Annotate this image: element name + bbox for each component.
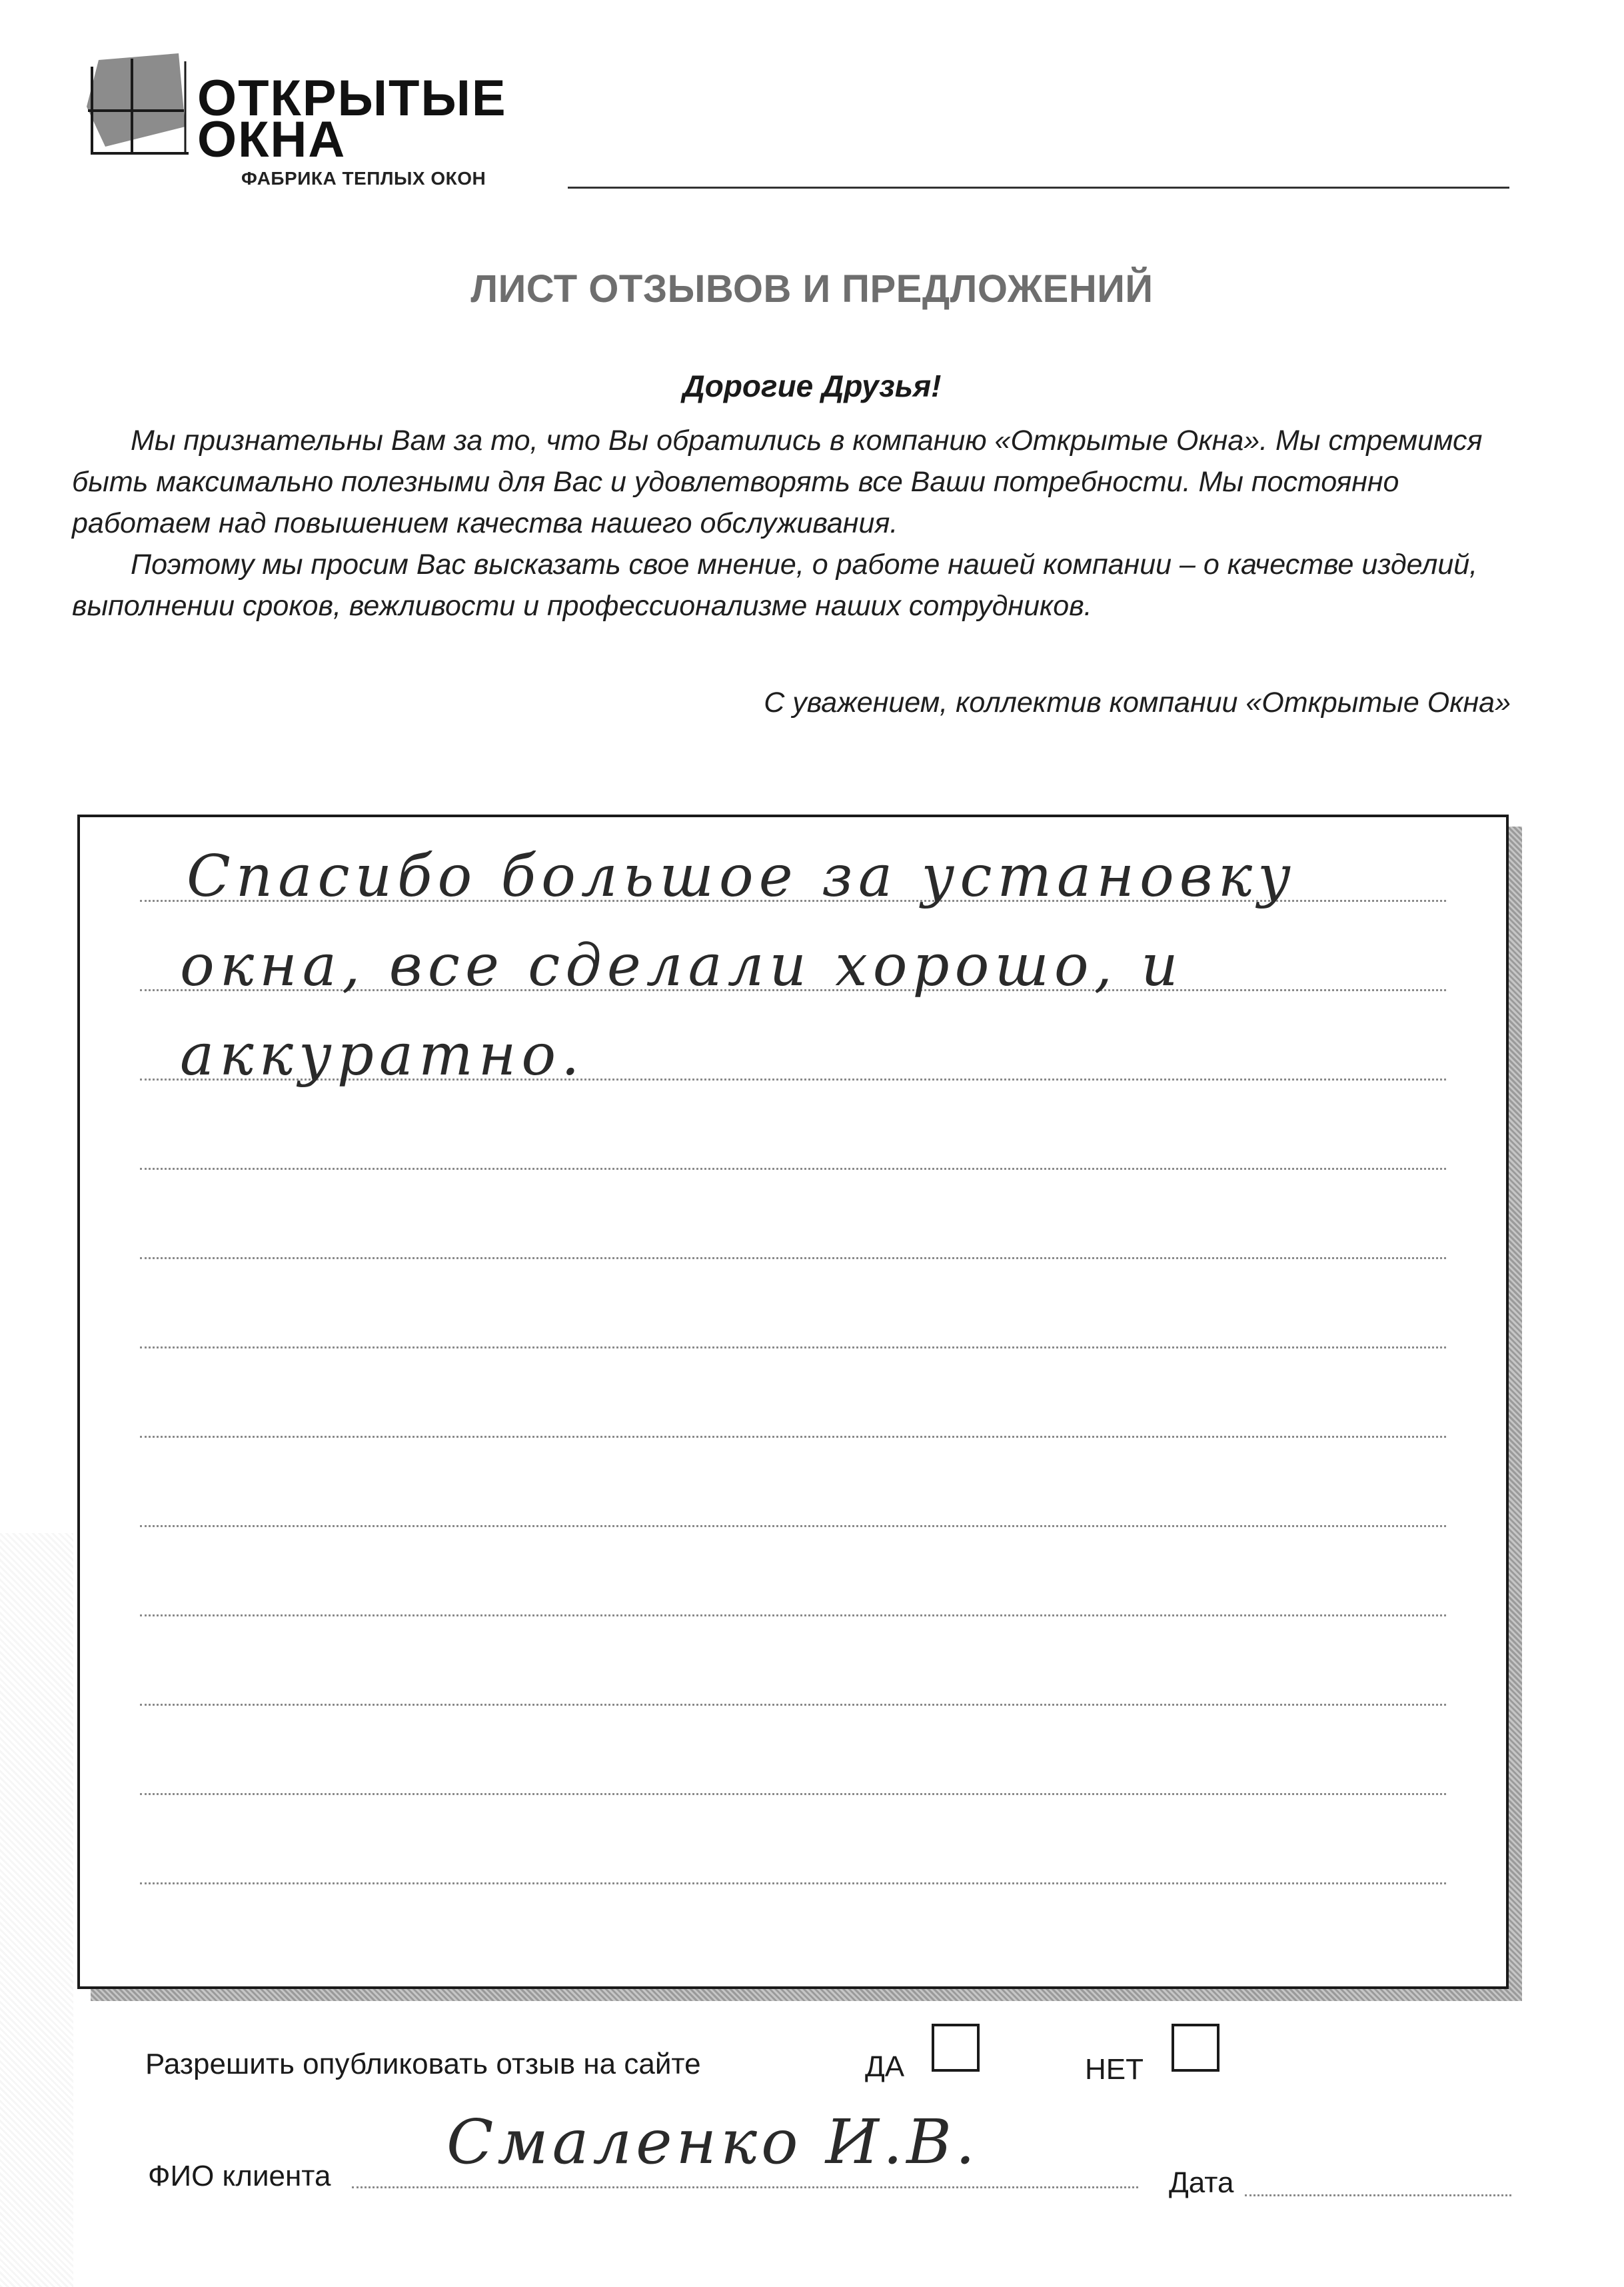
- intro-text: [72, 420, 1510, 627]
- writing-line: [140, 1793, 1446, 1795]
- yes-checkbox[interactable]: [932, 2024, 980, 2072]
- writing-line: [140, 1704, 1446, 1706]
- feedback-box[interactable]: [77, 815, 1509, 1989]
- writing-line: [140, 1614, 1446, 1616]
- handwritten-feedback-line-1: Спасибо большое за установку: [187, 843, 1297, 910]
- no-checkbox[interactable]: [1172, 2024, 1219, 2072]
- date-label: Дата: [1169, 2166, 1234, 2199]
- handwritten-feedback-line-2: окна, все сделали хорошо, и: [180, 933, 1184, 999]
- greeting: Дорогие Друзья!: [682, 369, 942, 403]
- writing-line: [140, 1525, 1446, 1527]
- page-title: ЛИСТ ОТЗЫВОВ И ПРЕДЛОЖЕНИЙ: [470, 267, 1154, 311]
- date-line[interactable]: [1245, 2194, 1511, 2196]
- header-divider: [568, 187, 1509, 189]
- publish-permission-label: Разрешить опубликовать отзыв на сайте: [145, 2048, 701, 2080]
- writing-line: [140, 1882, 1446, 1884]
- intro-paragraph-1: Мы признательны Вам за то, что Вы обратились в компанию «Открытые Окна». Мы стремимся быть максимально полезными для Вас и удовлетворять все Ваши потребности. Мы постоянно работаем над повышением качества нашего обслуживания.: [72, 425, 1483, 539]
- logo-text-line2: ОКНА: [197, 111, 347, 168]
- writing-line: [140, 1257, 1446, 1259]
- client-name-line[interactable]: [352, 2186, 1138, 2188]
- client-name-handwritten: Смаленко И.В.: [446, 2106, 980, 2178]
- writing-line: [140, 1168, 1446, 1170]
- company-tagline: ФАБРИКА ТЕПЛЫХ ОКОН: [241, 168, 486, 189]
- intro-paragraph-2: Поэтому мы просим Вас высказать свое мнение, о работе нашей компании – о качестве изделий, выполнении сроков, вежливости и профессионализме наших сотрудников.: [72, 549, 1478, 622]
- writing-line: [140, 1346, 1446, 1348]
- signoff: С уважением, коллектив компании «Открытые Окна»: [764, 687, 1511, 719]
- client-name-label: ФИО клиента: [148, 2160, 331, 2192]
- writing-line: [140, 1436, 1446, 1438]
- handwritten-feedback-line-3: аккуратно.: [180, 1022, 585, 1089]
- logo-text-line1: ОТКРЫТЫЕ: [197, 70, 507, 127]
- scan-noise: [0, 1533, 73, 2287]
- window-logo-icon: [79, 47, 192, 160]
- no-label: НЕТ: [1085, 2053, 1144, 2086]
- yes-label: ДА: [865, 2050, 905, 2083]
